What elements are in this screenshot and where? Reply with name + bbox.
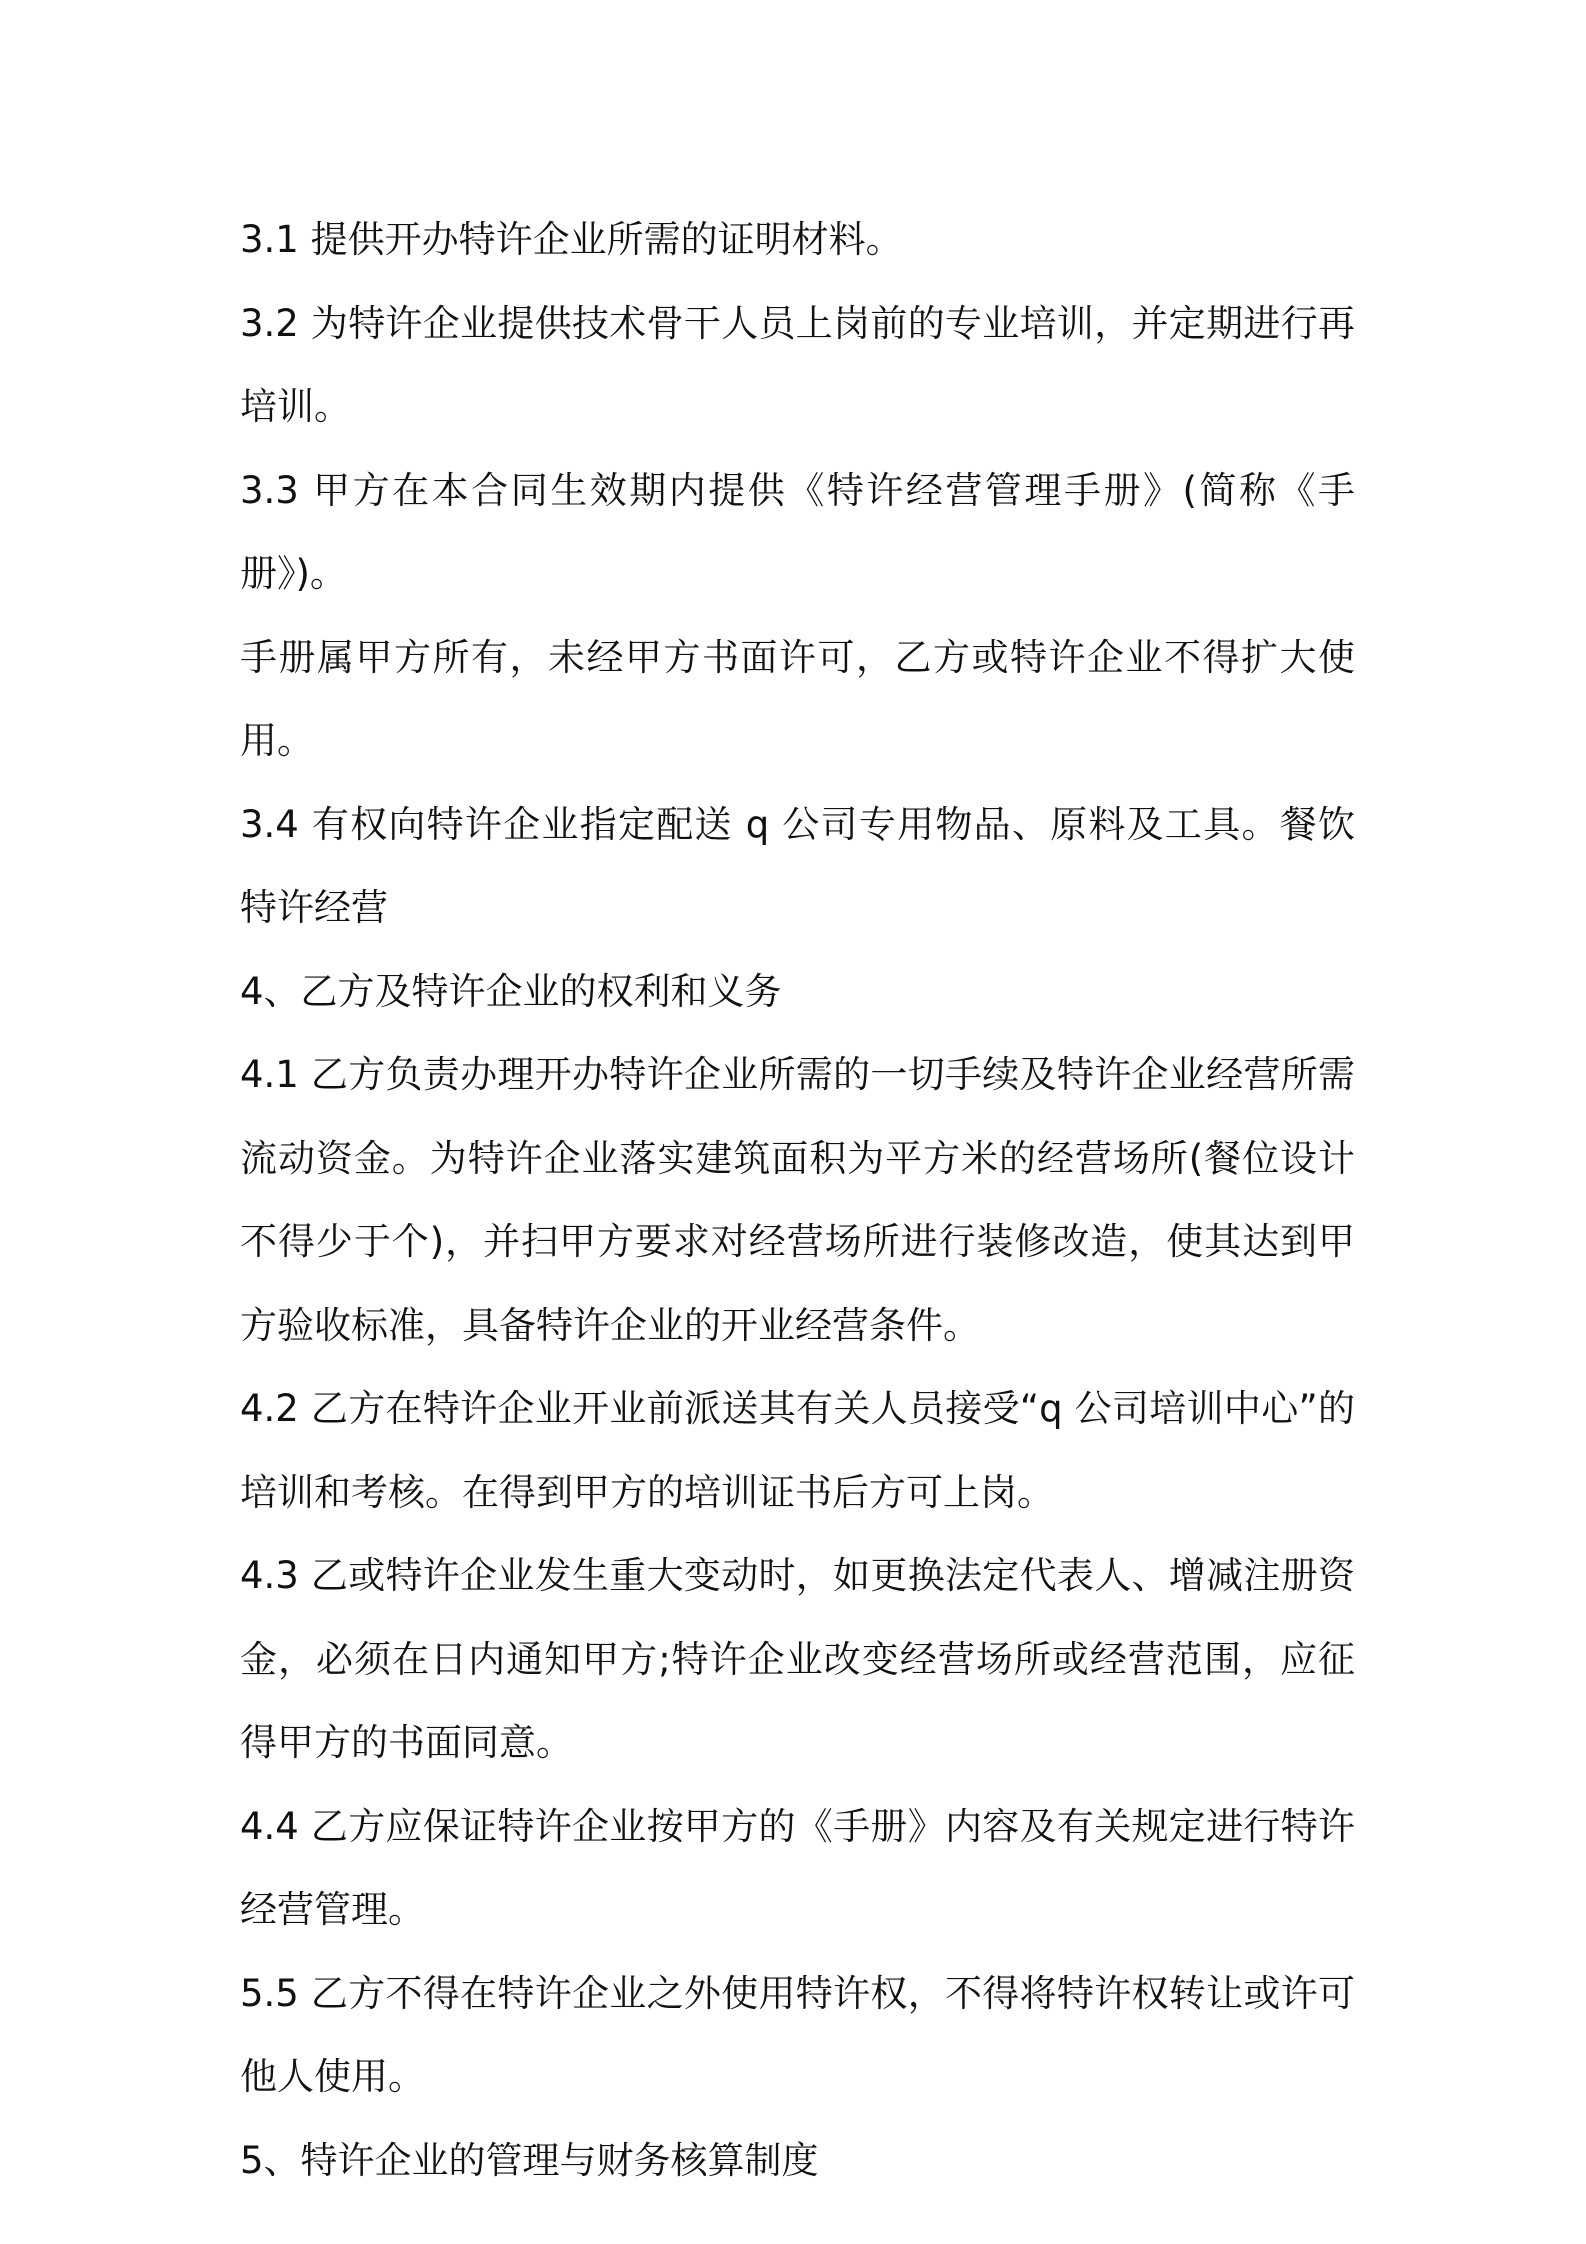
clause-5-5: 5.5 乙方不得在特许企业之外使用特许权，不得将特许权转让或许可他人使用。 [240, 1971, 1355, 2098]
clause-4-2: 4.2 乙方在特许企业开业前派送其有关人员接受“q 公司培训中心”的培训和考核。在得到甲方的培训证书后方可上岗。 [240, 1387, 1355, 1514]
clause-3-3-continued: 手册属甲方所有，未经甲方书面许可，乙方或特许企业不得扩大使用。 [240, 635, 1355, 762]
clause-4-4: 4.4 乙方应保证特许企业按甲方的《手册》内容及有关规定进行特许经营管理。 [240, 1804, 1355, 1931]
section-5-heading: 5、特许企业的管理与财务核算制度 [240, 2138, 819, 2182]
document-page [240, 198, 1355, 2202]
clause-3-4: 3.4 有权向特许企业指定配送 q 公司专用物品、原料及工具。餐饮特许经营 [240, 802, 1355, 929]
clause-4-1: 4.1 乙方负责办理开办特许企业所需的一切手续及特许企业经营所需流动资金。为特许企业落实建筑面积为平方米的经营场所(餐位设计不得少于个)，并扫甲方要求对经营场所进行装修改造，使其达到甲方验收标准，具备特许企业的开业经营条件。 [240, 1053, 1355, 1347]
clause-4-3: 4.3 乙或特许企业发生重大变动时，如更换法定代表人、增减注册资金，必须在日内通知甲方;特许企业改变经营场所或经营范围，应征得甲方的书面同意。 [240, 1554, 1355, 1764]
clause-3-2: 3.2 为特许企业提供技术骨干人员上岗前的专业培训，并定期进行再培训。 [240, 301, 1355, 428]
section-4-heading: 4、乙方及特许企业的权利和义务 [240, 969, 782, 1013]
clause-3-3: 3.3 甲方在本合同生效期内提供《特许经营管理手册》(简称《手册》)。 [240, 468, 1355, 595]
clause-3-1: 3.1 提供开办特许企业所需的证明材料。 [240, 218, 903, 261]
